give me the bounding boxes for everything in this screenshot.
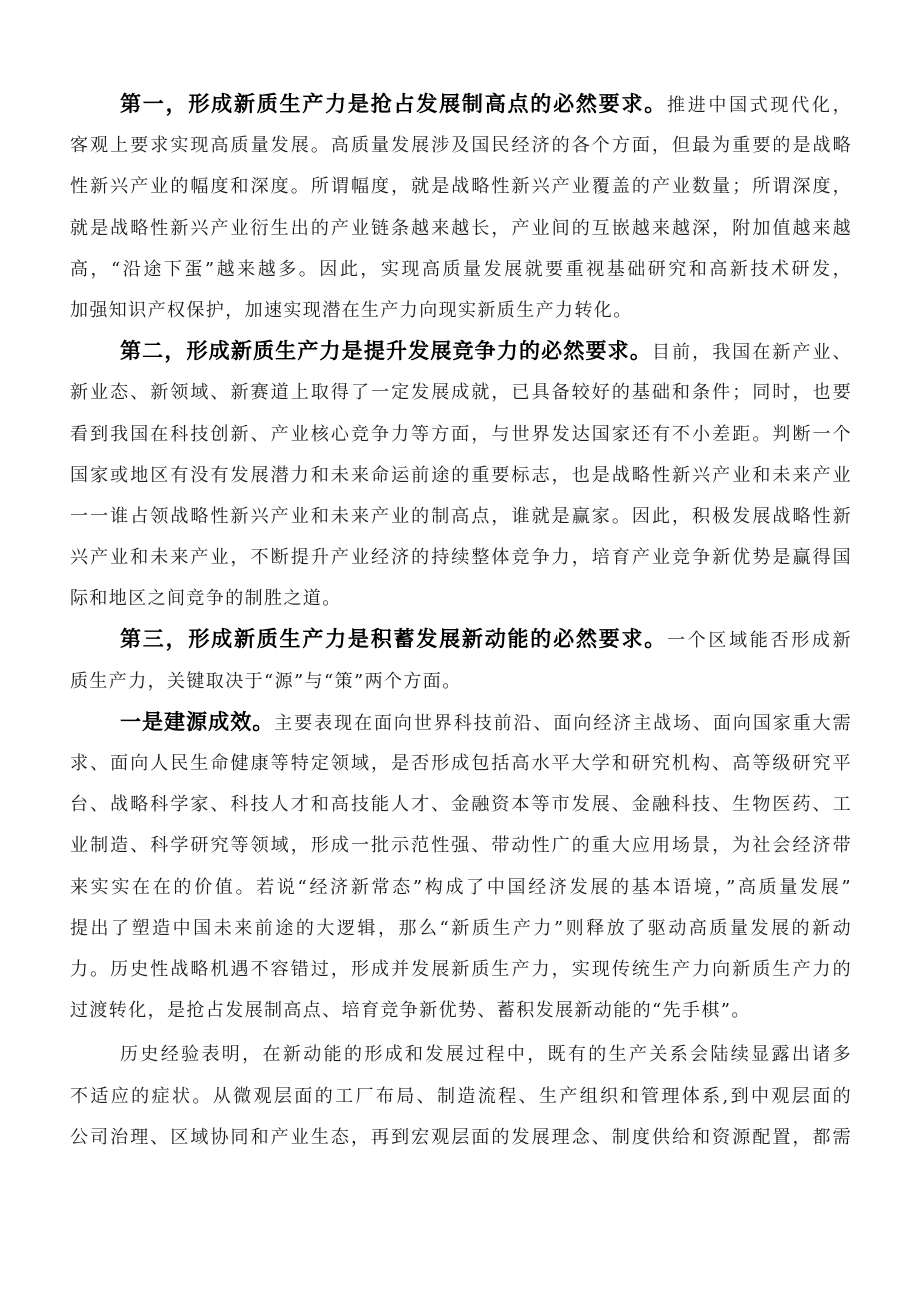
text-run: 一个区域能否形成新 (667, 630, 852, 652)
paragraph (70, 84, 852, 331)
text-line: 来实实在在的价值。若说“经济新常态”构成了中国经济发展的基本语境，”高质量发展” (70, 876, 852, 898)
text-line: 业制造、科学研究等领域，形成一批示范性强、带动性广的重大应用场景，为社会经济带 (70, 835, 852, 857)
text-line: 一一谁占领战略性新兴产业和未来产业的制高点，谁就是赢家。因此，积极发展战略性新 (70, 505, 852, 527)
text-line: 力。历史性战略机遇不容错过，形成并发展新质生产力，实现传统生产力向新质生产力的 (70, 958, 852, 980)
text-line (120, 702, 852, 743)
paragraph-heading: 第三，形成新质生产力是积蓄发展新动能的必然要求。 (120, 627, 668, 652)
text-line: 新业态、新领域、新赛道上取得了一定发展成就，已具备较好的基础和条件；同时，也要 (70, 382, 852, 404)
document-page (70, 84, 852, 1158)
text-run: 目前，我国在新产业、 (652, 342, 852, 364)
text-line: 高，“沿途下蛋”越来越多。因此，实现高质量发展就要重视基础研究和高新技术研发， (70, 258, 852, 280)
text-line: 加强知识产权保护，加速实现潜在生产力向现实新质生产力转化。 (70, 299, 633, 321)
text-line: 不适应的症状。从微观层面的工厂布局、制造流程、生产组织和管理体系,到中观层面的 (70, 1085, 852, 1107)
paragraph-heading: 一是建源成效。 (120, 709, 275, 734)
paragraph (70, 702, 852, 1032)
text-line: 历史经验表明，在新动能的形成和发展过程中，既有的生产关系会陆续显露出诸多 (120, 1044, 852, 1066)
text-line: 国家或地区有没有发展潜力和未来命运前途的重要标志，也是战略性新兴产业和未来产业 (70, 464, 852, 486)
text-line: 性新兴产业的幅度和深度。所谓幅度，就是战略性新兴产业覆盖的产业数量；所谓深度， (70, 176, 852, 198)
paragraph-heading: 第二，形成新质生产力是提升发展竞争力的必然要求。 (120, 339, 652, 364)
text-line: 公司治理、区域协同和产业生态，再到宏观层面的发展理念、制度供给和资源配置，都需 (70, 1126, 852, 1148)
text-line: 客观上要求实现高质量发展。高质量发展涉及国民经济的各个方面，但最为重要的是战略 (70, 135, 852, 157)
text-line: 台、战略科学家、科技人才和高技能人才、金融资本等市发展、金融科技、生物医药、工 (70, 794, 852, 816)
paragraph-heading: 第一，形成新质生产力是抢占发展制高点的必然要求。 (120, 92, 668, 116)
text-line: 兴产业和未来产业，不断提升产业经济的持续整体竞争力，培育产业竞争新优势是赢得国 (70, 547, 852, 569)
text-line: 际和地区之间竞争的制胜之道。 (70, 588, 342, 610)
text-line: 提出了塑造中国未来前途的大逻辑，那么“新质生产力”则释放了驱动高质量发展的新动 (70, 917, 852, 939)
text-run: 主要表现在面向世界科技前沿、面向经济主战场、面向国家重大需 (274, 712, 852, 734)
text-line (120, 331, 852, 372)
text-line (120, 84, 852, 125)
text-line (120, 619, 852, 660)
paragraph (70, 619, 852, 701)
text-line: 看到我国在科技创新、产业核心竞争力等方面，与世界发达国家还有不小差距。判断一个 (70, 423, 852, 445)
text-run: 推进中国式现代化， (667, 95, 852, 116)
text-line: 过渡转化，是抢占发展制高点、培育竞争新优势、蓄积发展新动能的“先手棋”。 (70, 1000, 751, 1022)
text-line: 质生产力，关键取决于“源”与“策”两个方面。 (70, 670, 462, 692)
paragraph (70, 331, 852, 619)
text-line: 就是战略性新兴产业衍生出的产业链条越来越长，产业间的互嵌越来越深，附加值越来越 (70, 217, 852, 239)
text-line: 求、面向人民生命健康等特定领域，是否形成包括高水平大学和研究机构、高等级研究平 (70, 753, 852, 774)
paragraph (70, 1034, 852, 1158)
